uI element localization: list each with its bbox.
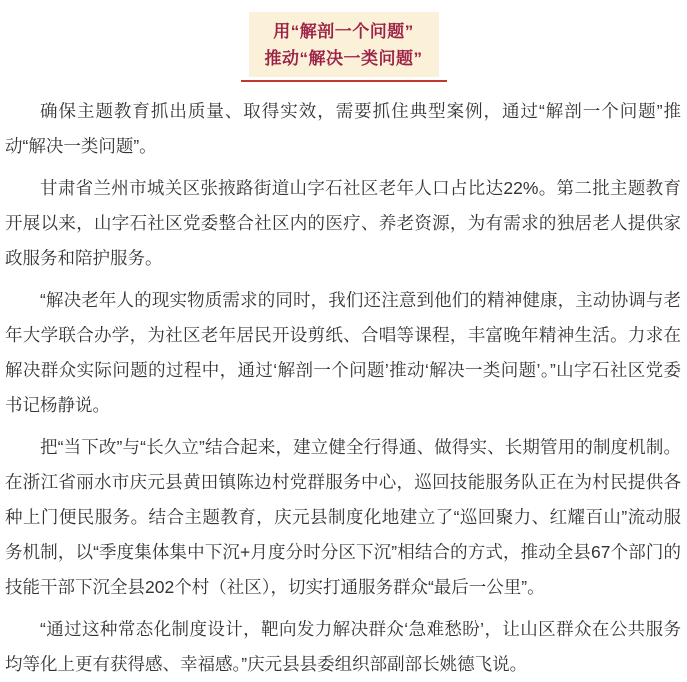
headline-underline	[241, 80, 447, 82]
article-body	[0, 94, 687, 682]
paragraph-2: 甘肃省兰州市城关区张掖路街道山字石社区老年人口占比达22%。第二批主题教育开展以来，山字石社区党委整合社区内的医疗、养老资源，为有需求的独居老人提供家政服务和陪护服务。	[5, 178, 681, 268]
paragraph-4: 把“当下改”与“长久立”结合起来，建立健全行得通、做得实、长期管用的制度机制。在浙江省丽水市庆元县黄田镇陈边村党群服务中心，巡回技能服务队正在为村民提供各种上门便民服务。结合主题教育，庆元县制度化地建立了“巡回聚力、红耀百山”流动服务机制，以“季度集体集中下沉+月度分时分区下沉”相结合的方式，推动全县67个部门的技能干部下沉全县202个村（社区），切实打通服务群众“最后一公里”。	[5, 437, 681, 597]
paragraph-1: 确保主题教育抓出质量、取得实效，需要抓住典型案例，通过“解剖一个问题”推动“解决一类问题”。	[5, 101, 681, 156]
headline-line-2: 推动“解决一类问题”	[264, 49, 423, 68]
paragraph-5: “通过这种常态化制度设计，靶向发力解决群众‘急难愁盼’，让山区群众在公共服务均等化上更有获得感、幸福感。”庆元县县委组织部副部长姚德飞说。	[5, 619, 681, 674]
article-headline	[0, 0, 687, 82]
headline-line-1: 用“解剖一个问题”	[273, 22, 414, 41]
paragraph-3: “解决老年人的现实物质需求的同时，我们还注意到他们的精神健康，主动协调与老年大学联合办学，为社区老年居民开设剪纸、合唱等课程，丰富晚年精神生活。力求在解决群众实际问题的过程中，通过‘解剖一个问题’推动‘解决一类问题’。”山字石社区党委书记杨静说。	[5, 290, 681, 415]
headline-box	[249, 12, 439, 77]
